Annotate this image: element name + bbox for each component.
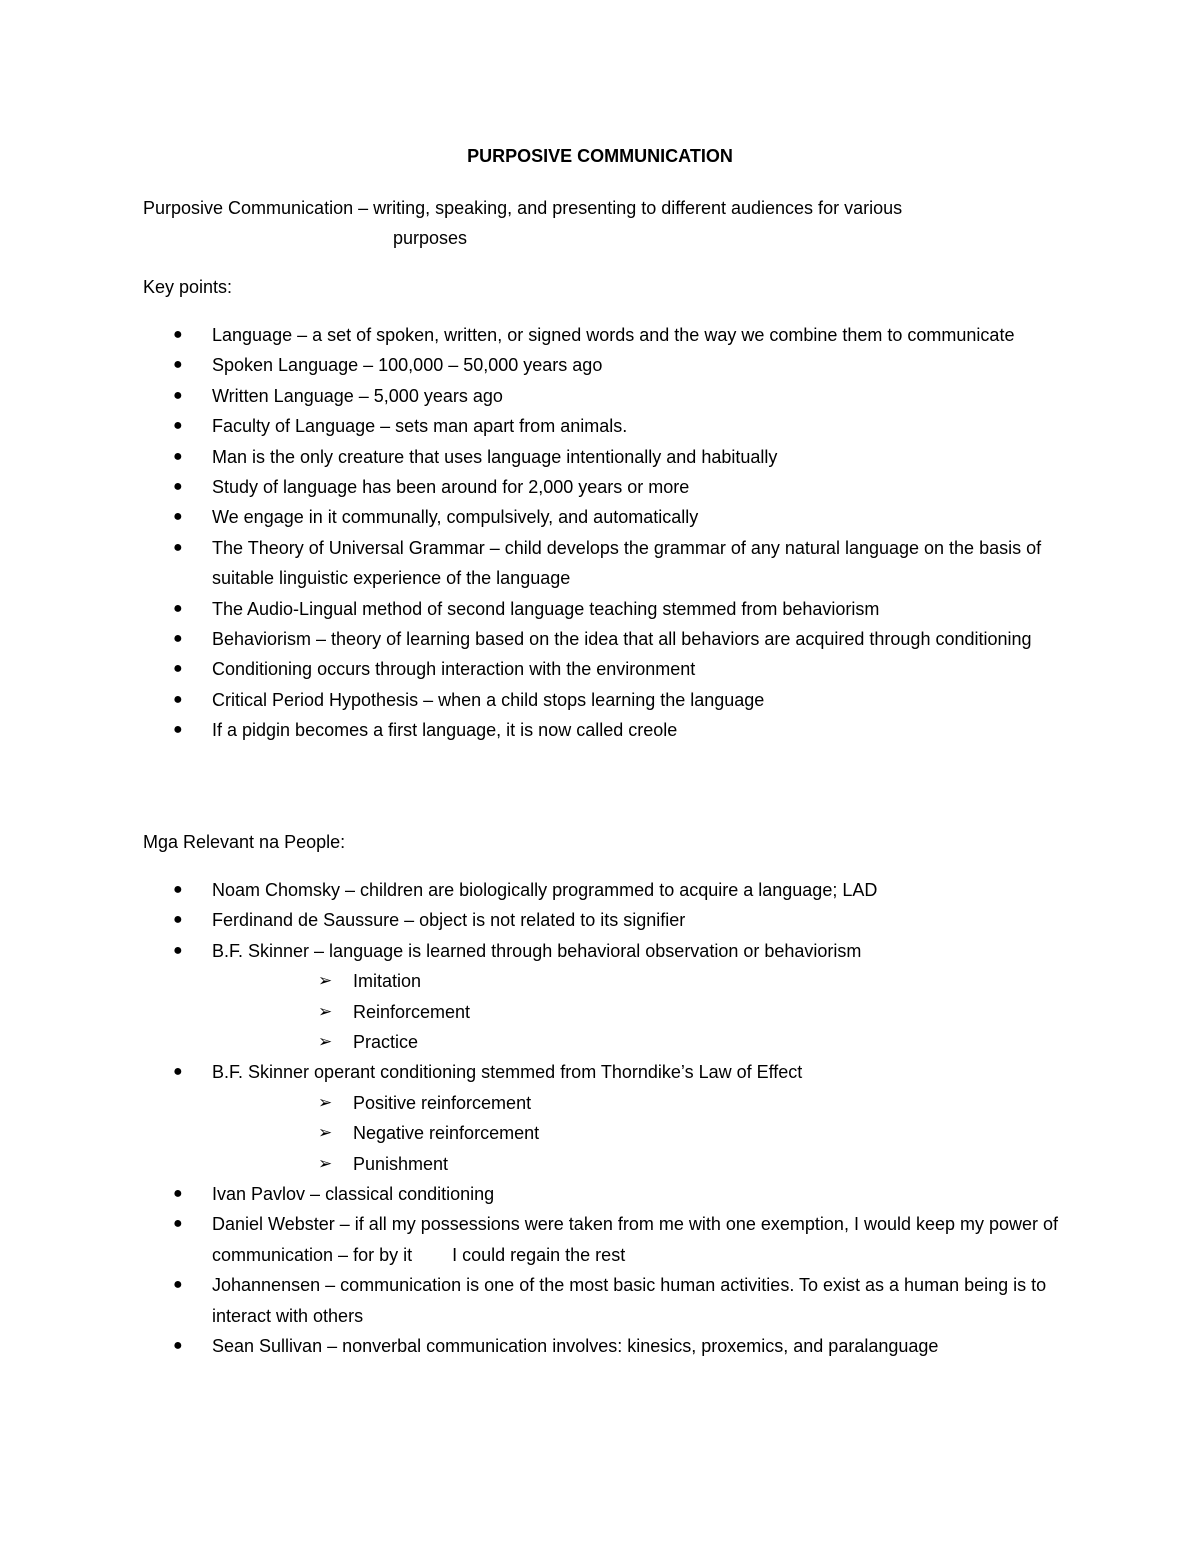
intro-line: Purposive Communication – writing, speaking, and presenting to different audiences for various [143, 198, 903, 218]
list-item-text: Written Language – 5,000 years ago [212, 385, 503, 406]
list-item-text: Faculty of Language – sets man apart from animals. [212, 416, 628, 437]
intro-paragraph [143, 193, 1043, 253]
sub-list-item-text: Punishment [353, 1153, 449, 1174]
list-item-text: Language – a set of spoken, written, or signed words and the way we combine them to communicate [212, 325, 1015, 345]
bullet-icon: ● [173, 386, 183, 404]
list-item [0, 875, 1072, 905]
bullet-icon: ● [173, 538, 183, 556]
people-list [0, 875, 1200, 1362]
intro-line-continued: purposes [393, 228, 468, 248]
list-item-text: If a pidgin becomes a first language, it is now called creole [212, 720, 678, 741]
key-points-heading: Key points: [143, 277, 233, 297]
bullet-icon: ● [173, 599, 183, 617]
list-item [0, 442, 1072, 472]
list-item-text: Ivan Pavlov – classical conditioning [212, 1184, 495, 1205]
bullet-icon: ● [173, 941, 183, 959]
arrow-bullet-icon: ➢ [318, 1123, 333, 1143]
list-item [0, 411, 1072, 441]
arrow-bullet-icon: ➢ [318, 1032, 333, 1052]
list-item [0, 715, 1072, 745]
list-item-text: Man is the only creature that uses language intentionally and habitually [212, 446, 778, 467]
list-item-text: Study of language has been around for 2,000 years or more [212, 477, 690, 498]
list-item-text: Critical Period Hypothesis – when a child stops learning the language [212, 689, 765, 710]
list-item-text: Sean Sullivan – nonverbal communication involves: kinesics, proxemics, and paralanguage [212, 1336, 939, 1357]
list-item-text: Daniel Webster – if all my possessions were taken from me with one exemption, I would keep my power of communication – for by it I could regain the rest [212, 1214, 1064, 1265]
list-item [0, 654, 1072, 684]
bullet-icon: ● [173, 1276, 183, 1294]
bullet-icon: ● [173, 721, 183, 739]
bullet-icon: ● [173, 1337, 183, 1355]
list-item-text: Noam Chomsky – children are biologically programmed to acquire a language; LAD [212, 880, 878, 900]
sub-list-item [212, 1088, 1072, 1118]
arrow-bullet-icon: ➢ [318, 1001, 333, 1021]
list-item [0, 624, 1072, 654]
list-item-text: Behaviorism – theory of learning based on the idea that all behaviors are acquired through conditioning [212, 629, 1032, 650]
list-item [0, 533, 1072, 594]
list-item [0, 472, 1072, 502]
sub-list-item-text: Imitation [353, 971, 422, 992]
sub-list-item [212, 1149, 1072, 1179]
bullet-icon: ● [173, 508, 183, 526]
sub-list-item [212, 1027, 1072, 1057]
bullet-icon: ● [173, 326, 183, 343]
sub-list [212, 1088, 1072, 1179]
bullet-icon: ● [173, 478, 183, 496]
bullet-icon: ● [173, 881, 183, 898]
key-points-list [0, 320, 1200, 746]
sub-list-item-text: Practice [353, 1032, 419, 1053]
list-item [0, 1331, 1072, 1361]
list-item-text: Ferdinand de Saussure – object is not related to its signifier [212, 910, 686, 931]
list-item [0, 936, 1072, 1058]
list-item [0, 594, 1072, 624]
sub-list-item-text: Negative reinforcement [353, 1123, 540, 1144]
list-item-text: The Theory of Universal Grammar – child develops the grammar of any natural language on the basis of suitable linguistic experience of the language [212, 537, 1042, 589]
list-item-text: We engage in it communally, compulsively, and automatically [212, 507, 699, 528]
list-item-text: B.F. Skinner – language is learned through behavioral observation or behaviorism [212, 940, 862, 961]
list-item-text: Spoken Language – 100,000 – 50,000 years ago [212, 355, 603, 376]
list-item [0, 685, 1072, 715]
sub-list-item [212, 997, 1072, 1027]
list-item [0, 1270, 1072, 1331]
bullet-icon: ● [173, 1185, 183, 1203]
page-title: PURPOSIVE COMMUNICATION [467, 146, 733, 166]
list-item [0, 381, 1072, 411]
bullet-icon: ● [173, 1063, 183, 1081]
list-item-text: Conditioning occurs through interaction with the environment [212, 659, 696, 680]
bullet-icon: ● [173, 630, 183, 648]
list-item-text: B.F. Skinner operant conditioning stemmed from Thorndike’s Law of Effect [212, 1062, 803, 1083]
bullet-icon: ● [173, 1215, 183, 1233]
list-item [0, 1209, 1072, 1270]
list-item-text: Johannensen – communication is one of the most basic human activities. To exist as a human being is to interact with others [212, 1275, 1047, 1326]
list-item [0, 320, 1072, 350]
list-item-text: The Audio-Lingual method of second language teaching stemmed from behaviorism [212, 598, 880, 619]
list-item [0, 905, 1072, 935]
list-item [0, 1179, 1072, 1209]
people-heading: Mga Relevant na People: [143, 832, 346, 852]
bullet-icon: ● [173, 417, 183, 435]
sub-list-item-text: Positive reinforcement [353, 1092, 532, 1113]
bullet-icon: ● [173, 690, 183, 708]
list-item [0, 1057, 1072, 1179]
bullet-icon: ● [173, 660, 183, 678]
sub-list-item [212, 1118, 1072, 1148]
bullet-icon: ● [173, 356, 183, 374]
arrow-bullet-icon: ➢ [318, 1153, 333, 1173]
list-item [0, 350, 1072, 380]
sub-list [212, 966, 1072, 1057]
list-item [0, 502, 1072, 532]
sub-list-item-text: Reinforcement [353, 1001, 471, 1022]
sub-list-item [212, 966, 1072, 996]
arrow-bullet-icon: ➢ [318, 1092, 333, 1112]
bullet-icon: ● [173, 911, 183, 929]
arrow-bullet-icon: ➢ [318, 971, 333, 991]
bullet-icon: ● [173, 447, 183, 465]
